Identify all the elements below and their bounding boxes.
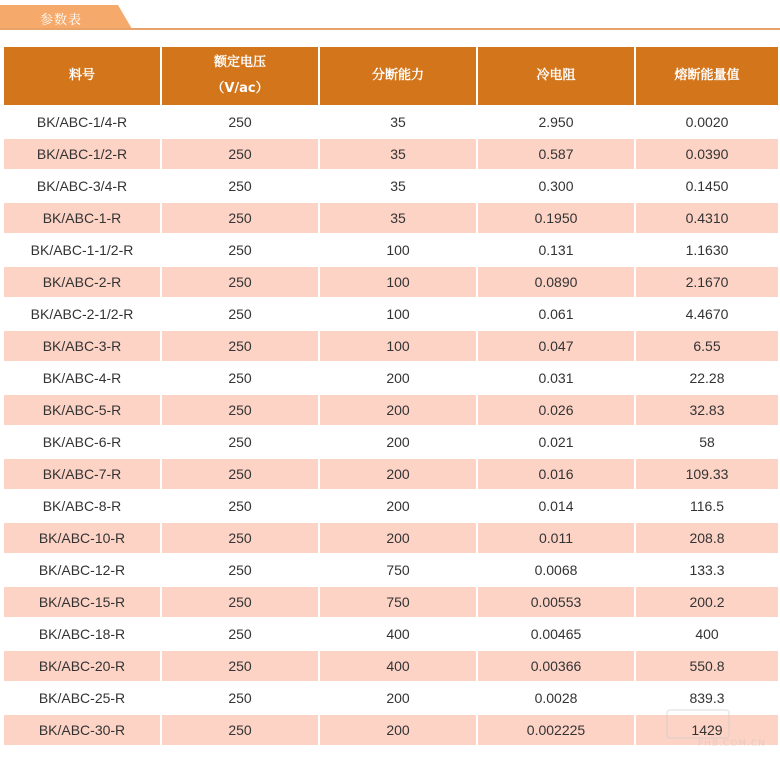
table-row [4,555,778,585]
parameter-table [2,45,780,747]
table-row [4,715,778,745]
cell-rated-voltage: 250 [162,459,318,489]
cell-part-number: BK/ABC-8-R [4,491,160,521]
cell-cold-resistance: 0.00553 [478,587,634,617]
cell-cold-resistance: 0.014 [478,491,634,521]
table-row [4,651,778,681]
cell-part-number: BK/ABC-12-R [4,555,160,585]
cell-rated-voltage: 250 [162,555,318,585]
cell-melting-energy: 4.4670 [636,299,778,329]
cell-breaking-capacity: 100 [320,331,476,361]
cell-breaking-capacity: 100 [320,299,476,329]
cell-breaking-capacity: 750 [320,587,476,617]
table-header [4,47,778,105]
table-body [4,107,778,745]
watermark-logo-icon [666,709,730,739]
cell-cold-resistance: 0.131 [478,235,634,265]
cell-melting-energy: 1429 [636,715,778,745]
cell-rated-voltage: 250 [162,715,318,745]
header-melting-energy: 熔断能量值 [636,47,778,105]
cell-rated-voltage: 250 [162,363,318,393]
section-tab [0,5,132,29]
cell-cold-resistance: 0.002225 [478,715,634,745]
cell-breaking-capacity: 200 [320,363,476,393]
cell-melting-energy: 109.33 [636,459,778,489]
cell-melting-energy: 0.4310 [636,203,778,233]
table-row [4,171,778,201]
cell-breaking-capacity: 400 [320,619,476,649]
cell-cold-resistance: 0.0068 [478,555,634,585]
cell-rated-voltage: 250 [162,139,318,169]
cell-rated-voltage: 250 [162,683,318,713]
cell-cold-resistance: 0.00366 [478,651,634,681]
cell-cold-resistance: 0.047 [478,331,634,361]
table-row [4,363,778,393]
cell-part-number: BK/ABC-6-R [4,427,160,457]
table-row [4,203,778,233]
watermark [666,709,766,749]
cell-part-number: BK/ABC-10-R [4,523,160,553]
cell-melting-energy: 2.1670 [636,267,778,297]
cell-part-number: BK/ABC-3/4-R [4,171,160,201]
cell-rated-voltage: 250 [162,203,318,233]
cell-rated-voltage: 250 [162,331,318,361]
cell-rated-voltage: 250 [162,619,318,649]
cell-cold-resistance: 0.00465 [478,619,634,649]
table-row [4,683,778,713]
cell-rated-voltage: 250 [162,523,318,553]
cell-melting-energy: 22.28 [636,363,778,393]
cell-part-number: BK/ABC-1/2-R [4,139,160,169]
section-tab-label: 参数表 [40,13,83,28]
cell-cold-resistance: 0.011 [478,523,634,553]
cell-melting-energy: 208.8 [636,523,778,553]
cell-breaking-capacity: 750 [320,555,476,585]
cell-melting-energy: 200.2 [636,587,778,617]
table-row [4,267,778,297]
cell-melting-energy: 839.3 [636,683,778,713]
cell-rated-voltage: 250 [162,235,318,265]
cell-breaking-capacity: 200 [320,427,476,457]
cell-melting-energy: 32.83 [636,395,778,425]
cell-part-number: BK/ABC-1-R [4,203,160,233]
cell-part-number: BK/ABC-1-1/2-R [4,235,160,265]
cell-part-number: BK/ABC-18-R [4,619,160,649]
header-breaking-capacity: 分断能力 [320,47,476,105]
header-row [4,47,778,105]
table-row [4,299,778,329]
table-row [4,331,778,361]
cell-breaking-capacity: 35 [320,171,476,201]
cell-rated-voltage: 250 [162,171,318,201]
cell-breaking-capacity: 35 [320,107,476,137]
cell-part-number: BK/ABC-2-R [4,267,160,297]
cell-breaking-capacity: 200 [320,683,476,713]
cell-breaking-capacity: 200 [320,459,476,489]
table-row [4,587,778,617]
cell-rated-voltage: 250 [162,395,318,425]
cell-part-number: BK/ABC-3-R [4,331,160,361]
cell-breaking-capacity: 400 [320,651,476,681]
header-rated-voltage-line1: 额定电压 [213,55,266,70]
header-rated-voltage-line2: （V/ac） [211,81,269,96]
cell-melting-energy: 1.1630 [636,235,778,265]
cell-cold-resistance: 0.016 [478,459,634,489]
cell-cold-resistance: 0.0028 [478,683,634,713]
cell-melting-energy: 133.3 [636,555,778,585]
table-row [4,235,778,265]
cell-part-number: BK/ABC-30-R [4,715,160,745]
table-row [4,395,778,425]
cell-breaking-capacity: 100 [320,235,476,265]
cell-breaking-capacity: 35 [320,203,476,233]
cell-rated-voltage: 250 [162,651,318,681]
cell-part-number: BK/ABC-15-R [4,587,160,617]
cell-breaking-capacity: 200 [320,491,476,521]
cell-breaking-capacity: 100 [320,267,476,297]
cell-part-number: BK/ABC-1/4-R [4,107,160,137]
cell-rated-voltage: 250 [162,491,318,521]
header-cold-resistance: 冷电阻 [478,47,634,105]
cell-breaking-capacity: 200 [320,395,476,425]
cell-part-number: BK/ABC-20-R [4,651,160,681]
cell-cold-resistance: 0.021 [478,427,634,457]
cell-cold-resistance: 0.300 [478,171,634,201]
cell-breaking-capacity: 200 [320,523,476,553]
cell-part-number: BK/ABC-25-R [4,683,160,713]
cell-melting-energy: 116.5 [636,491,778,521]
table-row [4,523,778,553]
cell-rated-voltage: 250 [162,267,318,297]
cell-cold-resistance: 0.587 [478,139,634,169]
table-row [4,491,778,521]
cell-cold-resistance: 0.061 [478,299,634,329]
cell-cold-resistance: 0.026 [478,395,634,425]
cell-melting-energy: 550.8 [636,651,778,681]
cell-rated-voltage: 250 [162,587,318,617]
cell-breaking-capacity: 200 [320,715,476,745]
cell-melting-energy: 6.55 [636,331,778,361]
header-part-number: 料号 [4,47,160,105]
cell-melting-energy: 0.1450 [636,171,778,201]
cell-part-number: BK/ABC-4-R [4,363,160,393]
cell-cold-resistance: 0.031 [478,363,634,393]
cell-melting-energy: 0.0390 [636,139,778,169]
cell-part-number: BK/ABC-7-R [4,459,160,489]
table-row [4,427,778,457]
table-row [4,619,778,649]
section-tab-header [0,0,780,31]
header-rated-voltage [162,47,318,105]
watermark-text: PHB.COM.CN [697,739,766,749]
cell-cold-resistance: 2.950 [478,107,634,137]
table-row [4,139,778,169]
cell-part-number: BK/ABC-5-R [4,395,160,425]
cell-cold-resistance: 0.0890 [478,267,634,297]
cell-melting-energy: 58 [636,427,778,457]
cell-melting-energy: 0.0020 [636,107,778,137]
cell-rated-voltage: 250 [162,299,318,329]
cell-breaking-capacity: 35 [320,139,476,169]
cell-rated-voltage: 250 [162,107,318,137]
cell-melting-energy: 400 [636,619,778,649]
cell-rated-voltage: 250 [162,427,318,457]
tab-divider [0,28,780,30]
cell-part-number: BK/ABC-2-1/2-R [4,299,160,329]
cell-cold-resistance: 0.1950 [478,203,634,233]
table-row [4,459,778,489]
table-row [4,107,778,137]
